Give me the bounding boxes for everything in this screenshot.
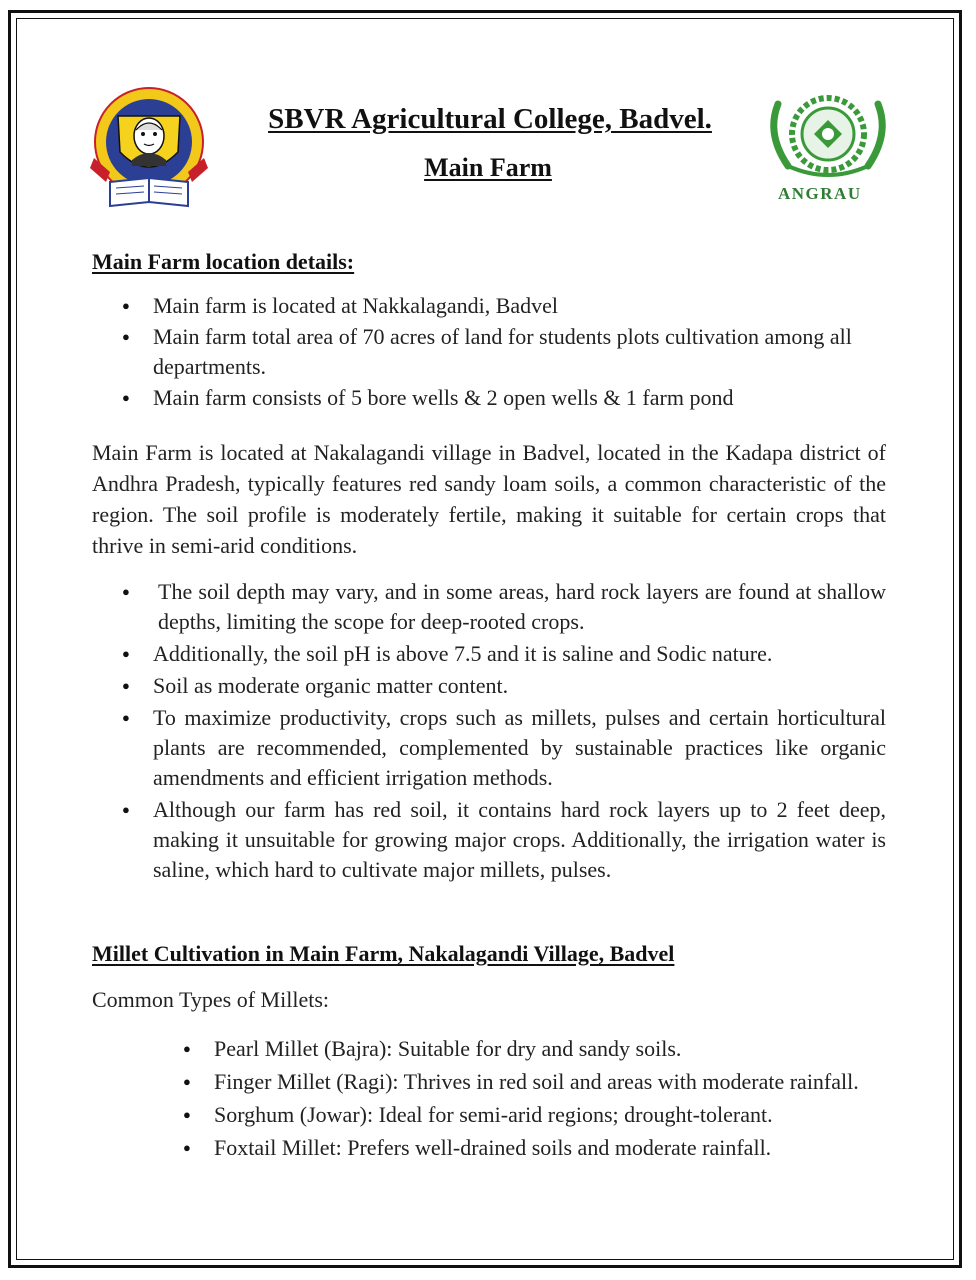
list-item: ● To maximize productivity, crops such as millets, pulses and certain horticultural plants are recommended, complemented by sustainable practices like organic amendments and efficient irrigation methods. [153,703,886,793]
list-item: ● Sorghum (Jowar): Ideal for semi-arid regions; drought-tolerant. [214,1100,865,1130]
farm-description-paragraph: Main Farm is located at Nakalagandi village in Badvel, located in the Kadapa district of Andhra Pradesh, typically features red sandy loam soils, a common characteristic of the region. The soil profile is moderately fertile, making it suitable for certain crops that thrive in semi-arid conditions. [92,440,886,558]
millet-types-list [214,1034,865,1166]
list-item: ● Additionally, the soil pH is above 7.5 and it is saline and Sodic nature. [153,639,886,669]
list-item: ● Main farm total area of 70 acres of land for students plots cultivation among all departments. [153,322,883,382]
soil-points-list [153,577,886,887]
page-subtitle: Main Farm [424,153,552,182]
list-item: ● Finger Millet (Ragi): Thrives in red soil and areas with moderate rainfall. [214,1067,865,1097]
list-item: ● Soil as moderate organic matter content. [153,671,886,701]
list-item: ● Pearl Millet (Bajra): Suitable for dry and sandy soils. [214,1034,865,1064]
list-item: ● Main farm is located at Nakkalagandi, Badvel [153,291,883,321]
list-item: ● The soil depth may vary, and in some areas, hard rock layers are found at shallow depths, limiting the scope for deep-rooted crops. [153,577,886,637]
location-heading: Main Farm location details: [92,249,355,274]
angrau-label: ANGRAU [778,184,862,203]
college-title: SBVR Agricultural College, Badvel. [268,103,712,135]
list-item: ● Although our farm has red soil, it contains hard rock layers up to 2 feet deep, making it unsuitable for growing major crops. Additionally, the irrigation water is saline, which hard to cultivate major millets, pulses. [153,795,886,885]
list-item: ● Main farm consists of 5 bore wells & 2 open wells & 1 farm pond [153,383,883,413]
location-list [153,291,883,414]
millet-intro: Common Types of Millets: [92,987,330,1012]
list-item: ● Foxtail Millet: Prefers well-drained soils and moderate rainfall. [214,1133,865,1163]
millet-heading: Millet Cultivation in Main Farm, Nakalagandi Village, Badvel [92,941,675,966]
